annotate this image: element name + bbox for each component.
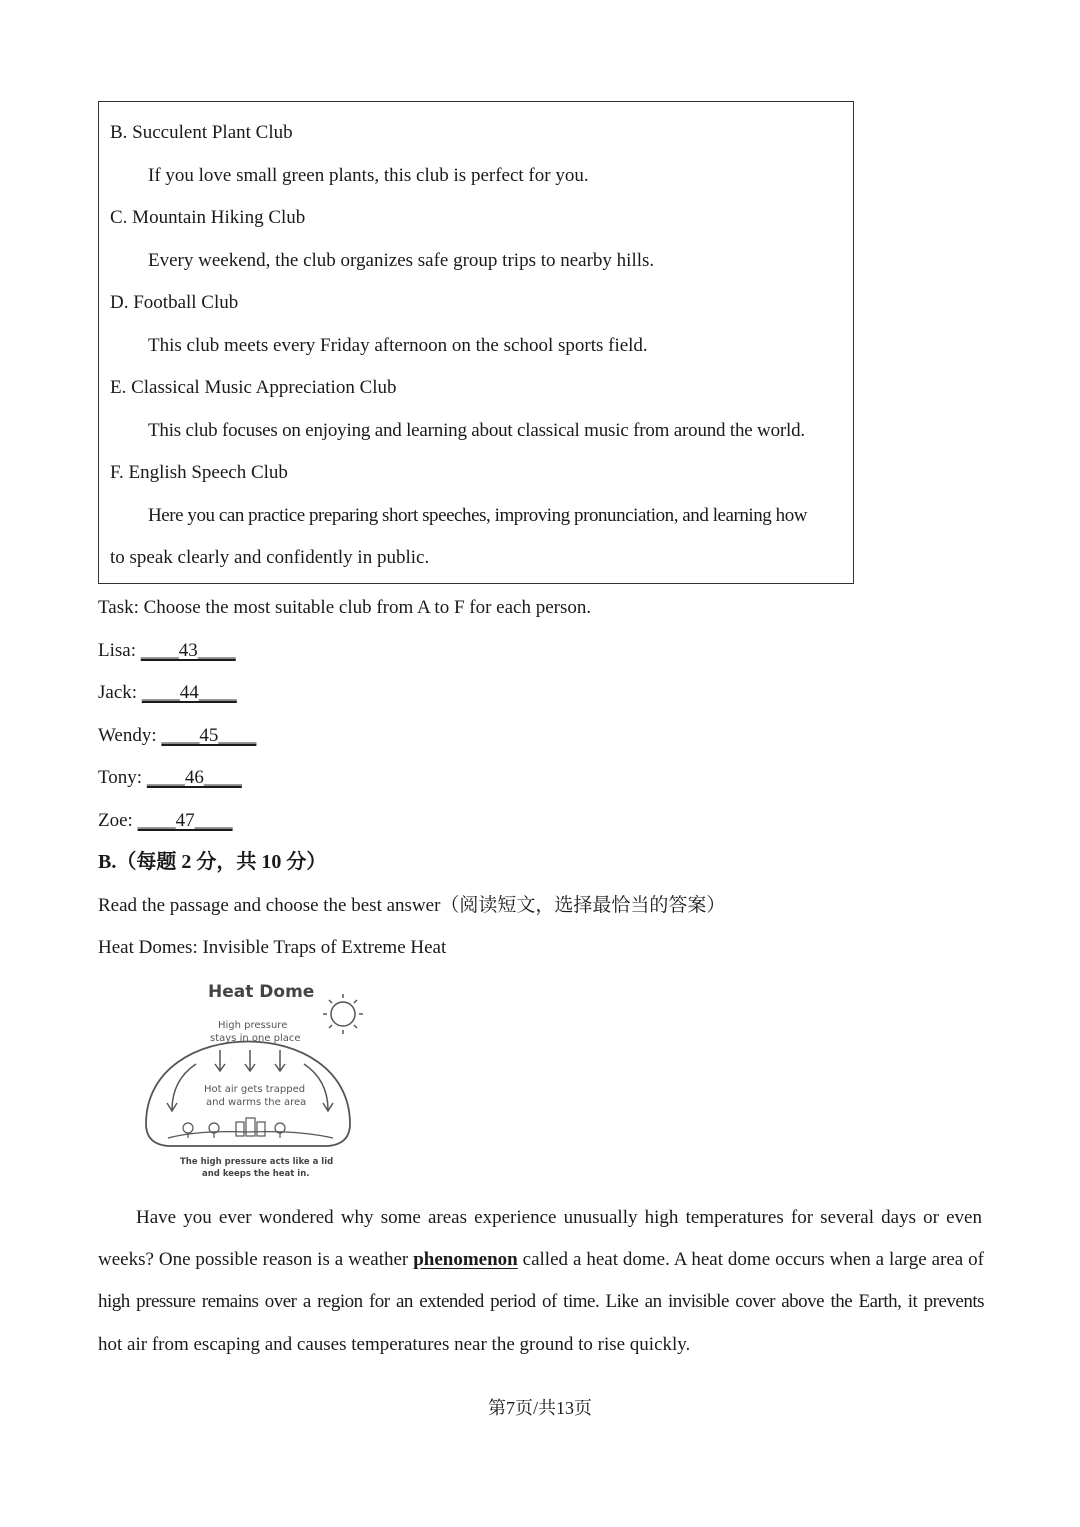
vocab-word-phenomenon: phenomenon — [413, 1249, 518, 1270]
down-arrow-icon — [215, 1050, 285, 1071]
diagram-mid-text: and warms the area — [206, 1097, 307, 1108]
answer-blank[interactable]: ____46____ — [146, 767, 242, 788]
diagram-top-text: stays in one place — [210, 1033, 301, 1044]
section-b-heading: B.（每题 2 分，共 10 分） — [98, 851, 327, 873]
diagram-caption: The high pressure acts like a lid — [180, 1157, 334, 1167]
club-d-title: D. Football Club — [110, 292, 239, 313]
passage-text: weeks? One possible reason is a weather — [98, 1249, 414, 1270]
task-instruction: Task: Choose the most suitable club from A to F for each person. — [98, 597, 592, 618]
club-b-title: B. Succulent Plant Club — [110, 122, 293, 143]
sun-icon — [323, 994, 363, 1034]
club-f-title: F. English Speech Club — [110, 462, 288, 483]
answer-line-tony — [98, 768, 242, 787]
passage-line-4: hot air from escaping and causes temperatures near the ground to rise quickly. — [98, 1334, 691, 1355]
answer-blank[interactable]: ____44____ — [141, 682, 237, 703]
answer-line-jack — [98, 683, 237, 702]
passage-title: Heat Domes: Invisible Traps of Extreme Heat — [98, 937, 447, 958]
club-d-desc: This club meets every Friday afternoon on the school sports field. — [148, 335, 648, 356]
answer-label: Zoe: — [98, 810, 138, 831]
heat-dome-diagram — [138, 972, 370, 1184]
club-f-desc-continued: to speak clearly and confidently in public. — [110, 547, 430, 568]
club-e-desc: This club focuses on enjoying and learning about classical music from around the world. — [148, 420, 805, 441]
answer-blank[interactable]: ____45____ — [161, 725, 257, 746]
answer-line-wendy — [98, 726, 256, 745]
club-f-desc: Here you can practice preparing short speeches, improving pronunciation, and learning how — [148, 505, 808, 526]
answer-blank[interactable]: ____47____ — [137, 810, 233, 831]
diagram-top-text: High pressure — [218, 1020, 288, 1031]
passage-line-3: high pressure remains over a region for an extended period of time. Like an invisible cover above the Earth, it prevents — [98, 1291, 984, 1312]
answer-line-lisa — [98, 641, 236, 660]
diagram-mid-text: Hot air gets trapped — [204, 1084, 306, 1095]
answer-blank[interactable]: ____43____ — [140, 640, 236, 661]
answer-label: Jack: — [98, 682, 142, 703]
answer-line-zoe — [98, 811, 233, 830]
club-b-desc: If you love small green plants, this club is perfect for you. — [148, 165, 589, 186]
club-c-desc: Every weekend, the club organizes safe group trips to nearby hills. — [148, 250, 655, 271]
passage-line-1: Have you ever wondered why some areas experience unusually high temperatures for several days or even — [136, 1207, 982, 1228]
diagram-caption: and keeps the heat in. — [202, 1169, 310, 1179]
city-skyline-icon — [168, 1118, 333, 1138]
passage-text: called a heat dome. A heat dome occurs when a large area of — [517, 1249, 984, 1270]
section-b-instruction: Read the passage and choose the best answer（阅读短文，选择最恰当的答案） — [98, 895, 726, 916]
club-c-title: C. Mountain Hiking Club — [110, 207, 306, 228]
passage-line-2 — [98, 1250, 984, 1269]
answer-label: Tony: — [98, 767, 147, 788]
answer-label: Lisa: — [98, 640, 141, 661]
answer-label: Wendy: — [98, 725, 162, 746]
page-number: 第7页/共13页 — [487, 1398, 592, 1418]
diagram-title: Heat Dome — [208, 982, 315, 1002]
club-e-title: E. Classical Music Appreciation Club — [110, 377, 397, 398]
